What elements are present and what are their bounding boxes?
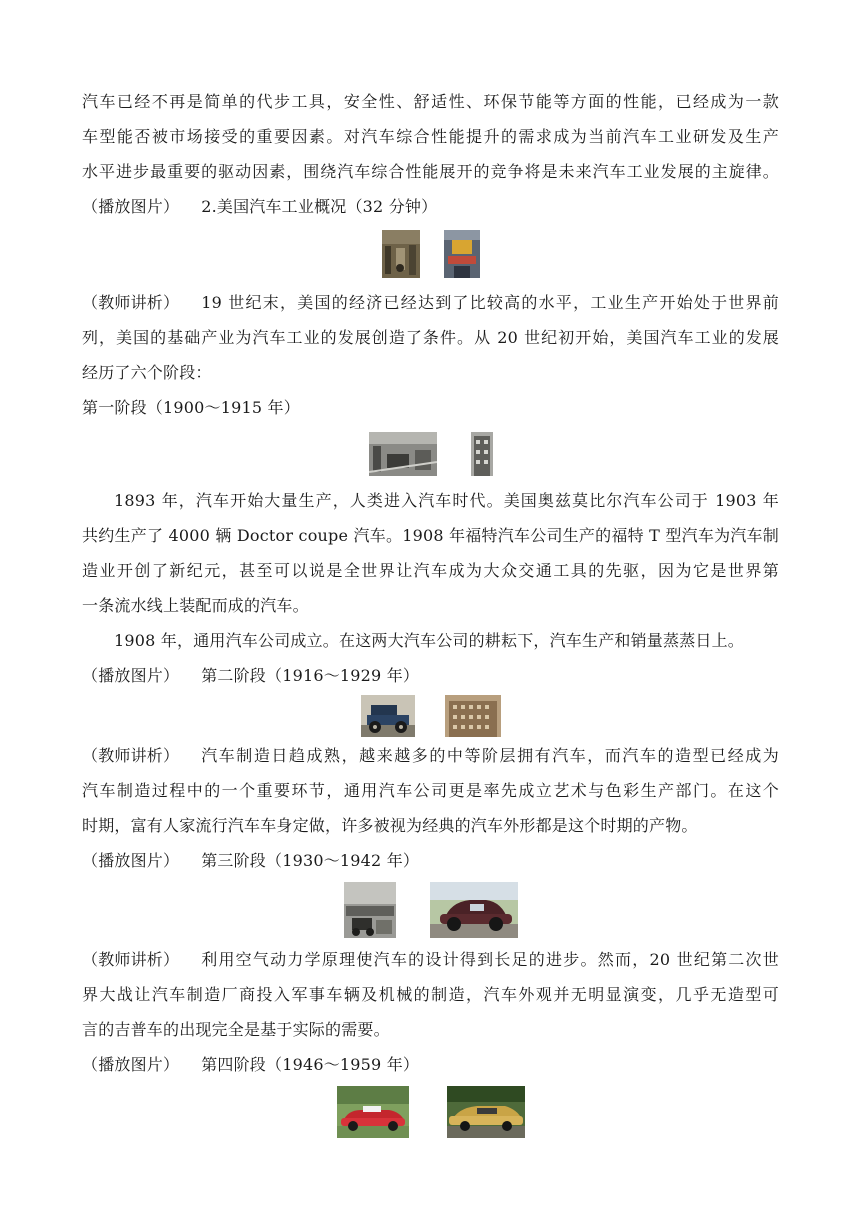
assembly-line-photo <box>369 432 437 476</box>
play-image-tag: （播放图片） <box>82 851 180 870</box>
paragraph-line: 1908 年，通用汽车公司成立。在这两大汽车公司的耕耘下，汽车生产和销量蒸蒸日上。 <box>114 631 745 650</box>
paragraph-line: 19 世纪末，美国的经济已经达到了比较高的水平，工业生产开始处于世界前 <box>201 293 779 312</box>
wartime-factory-photo <box>344 882 396 938</box>
factory-photo-1 <box>382 230 420 278</box>
teacher-tag: （教师讲析） <box>82 746 180 765</box>
play-image-tag: （播放图片） <box>82 1055 180 1074</box>
teacher-tag: （教师讲析） <box>82 293 180 312</box>
paragraph-line: 造业开创了新纪元，甚至可以说是全世界让汽车成为大众交通工具的先驱，因为它是世界第 <box>82 561 779 580</box>
teacher-tag: （教师讲析） <box>82 950 180 969</box>
paragraph-line: 1893 年，汽车开始大量生产，人类进入汽车时代。美国奥兹莫比尔汽车公司于 1903 年 <box>114 491 779 510</box>
paragraph-line: 利用空气动力学原理使汽车的设计得到长足的进步。然而，20 世纪第二次世 <box>201 950 779 969</box>
red-convertible-photo <box>337 1086 409 1138</box>
1930s-car-photo <box>430 882 518 938</box>
cue-line <box>82 843 779 878</box>
image-row <box>82 431 779 477</box>
paragraph-line: 经历了六个阶段： <box>82 363 212 382</box>
factory-photo-2 <box>444 230 480 278</box>
paragraph-line: 共约生产了 4000 辆 Doctor coupe 汽车。1908 年福特汽车公司生产的福特 T 型汽车为汽车制 <box>82 526 779 545</box>
play-image-tag: （播放图片） <box>82 197 180 216</box>
section-heading: 第三阶段（1930～1942 年） <box>201 851 420 870</box>
teacher-analysis-line <box>82 738 779 773</box>
paragraph-line: 水平进步最重要的驱动因素，围绕汽车综合性能展开的竞争将是未来汽车工业发展的主旋律。 <box>82 162 779 181</box>
section-heading: 第二阶段（1916～1929 年） <box>201 666 420 685</box>
yellow-classic-car-photo <box>447 1086 525 1138</box>
image-row <box>82 1084 779 1140</box>
cue-line <box>82 1047 779 1082</box>
paragraph-line: 时期，富有人家流行汽车车身定做，许多被视为经典的汽车外形都是这个时期的产物。 <box>82 816 698 835</box>
stage-heading: 第一阶段（1900～1915 年） <box>82 398 300 417</box>
cue-line <box>82 658 779 693</box>
paragraph-line: 汽车已经不再是简单的代步工具，安全性、舒适性、环保节能等方面的性能，已经成为一款 <box>82 92 779 111</box>
section-heading: 第四阶段（1946～1959 年） <box>201 1055 420 1074</box>
image-row <box>82 228 779 280</box>
play-image-tag: （播放图片） <box>82 666 180 685</box>
teacher-analysis-line <box>82 942 779 977</box>
image-row <box>82 694 779 738</box>
paragraph-line: 界大战让汽车制造厂商投入军事车辆及机械的制造，汽车外观并无明显演变，几乎无造型可 <box>82 985 779 1004</box>
document-page <box>82 84 779 1140</box>
paragraph-line: 言的吉普车的出现完全是基于实际的需要。 <box>82 1020 390 1039</box>
paragraph-line: 汽车制造日趋成熟，越来越多的中等阶层拥有汽车，而汽车的造型已经成为 <box>201 746 779 765</box>
image-row <box>82 881 779 939</box>
paragraph-line: 列，美国的基础产业为汽车工业的发展创造了条件。从 20 世纪初开始，美国汽车工业的发展 <box>82 328 779 347</box>
section-heading: 2.美国汽车工业概况（32 分钟） <box>201 197 438 216</box>
vintage-car-photo <box>361 695 415 737</box>
paragraph-line: 一条流水线上装配而成的汽车。 <box>82 596 309 615</box>
teacher-analysis-line <box>82 285 779 320</box>
paragraph-line: 汽车制造过程中的一个重要环节，通用汽车公司更是率先成立艺术与色彩生产部门。在这个 <box>82 781 779 800</box>
cue-line <box>82 189 779 224</box>
factory-building-photo <box>471 432 493 476</box>
paragraph-line: 车型能否被市场接受的重要因素。对汽车综合性能提升的需求成为当前汽车工业研发及生产 <box>82 127 779 146</box>
gm-building-photo <box>445 695 501 737</box>
